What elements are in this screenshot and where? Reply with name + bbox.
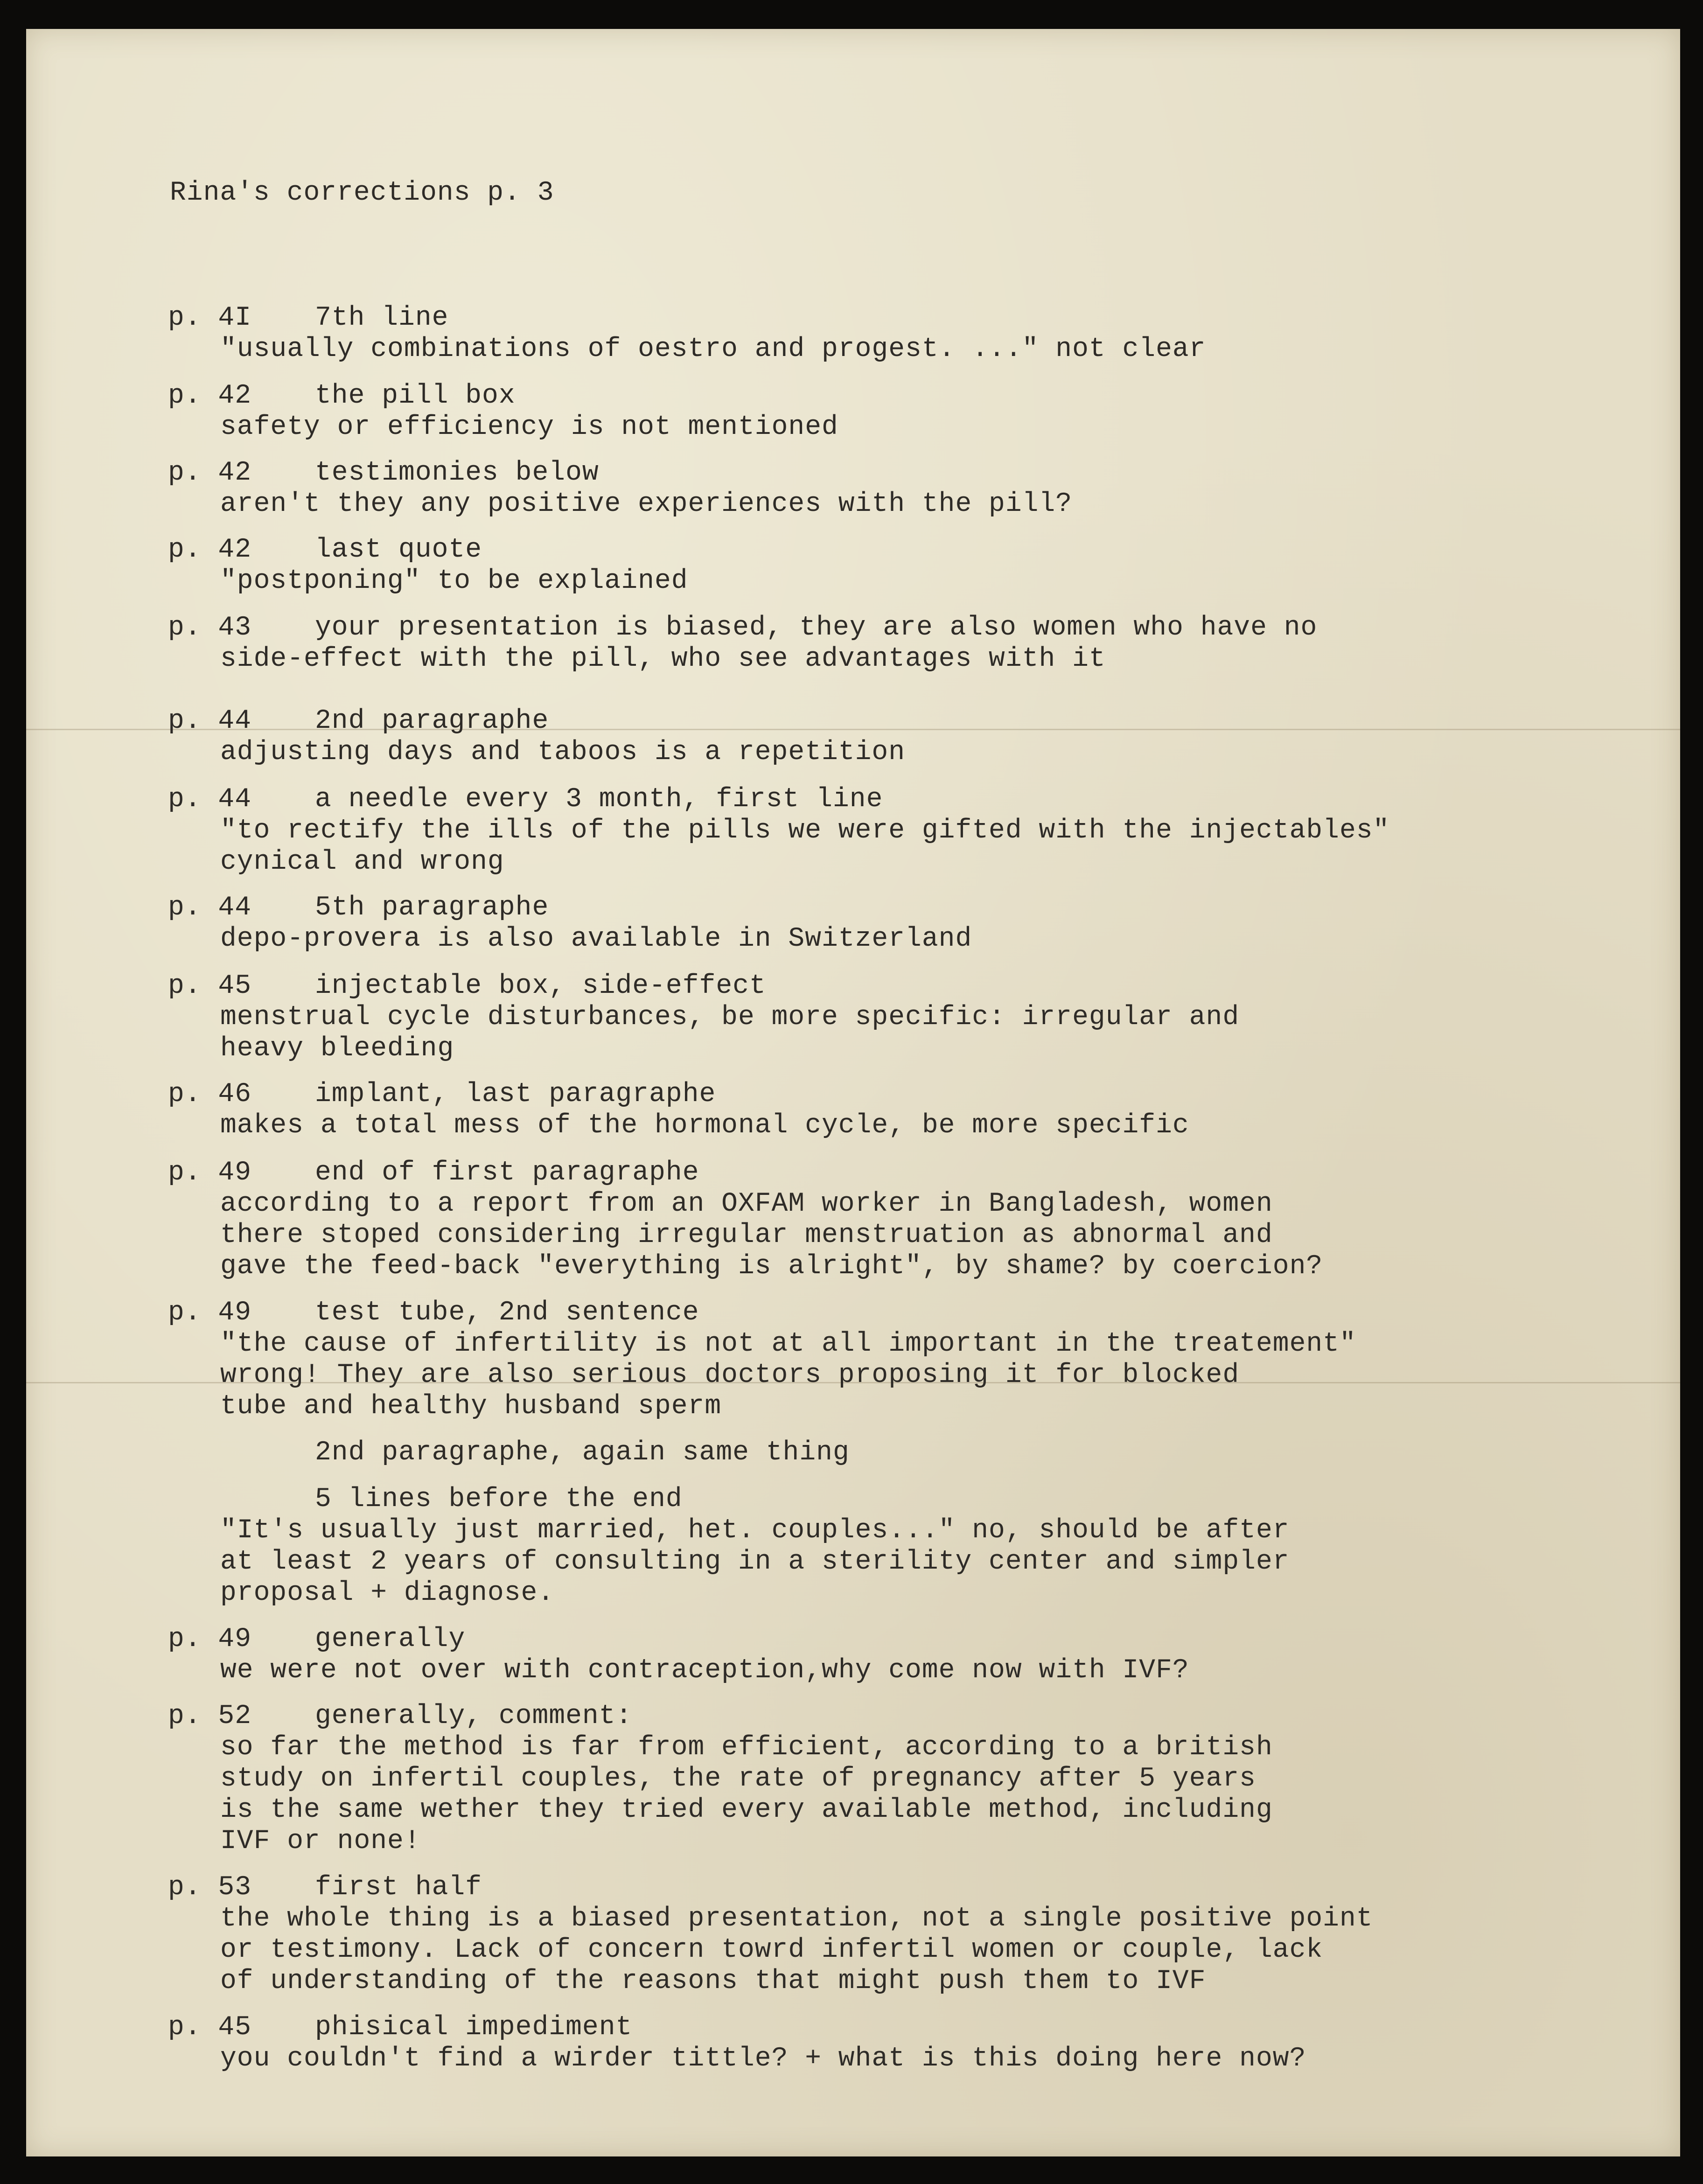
entry-topic: 2nd paragraphe, again same thing (315, 1437, 850, 1468)
entry-topic: testimonies below (315, 458, 599, 488)
entry-heading (168, 612, 1318, 643)
entry-comment-line: we were not over with contraception,why come now with IVF? (220, 1655, 1189, 1686)
entry-comment-line: study on infertil couples, the rate of pregnancy after 5 years (220, 1764, 1256, 1794)
entry-comment-line: safety or efficiency is not mentioned (220, 412, 838, 442)
entry-heading (168, 380, 838, 412)
entry-comment-line: at least 2 years of consulting in a sterility center and simpler (220, 1547, 1290, 1577)
page-reference: p. 49 (168, 1158, 252, 1188)
entry-heading (168, 1701, 1273, 1732)
entry-topic: the pill box (315, 381, 516, 411)
entry-comment-line: the whole thing is a biased presentation, not a single positive point (220, 1904, 1373, 1934)
entry-topic: 5th paragraphe (315, 893, 549, 923)
correction-entry (168, 380, 838, 443)
entry-topic: 7th line (315, 303, 449, 333)
correction-entry (168, 612, 1318, 675)
entry-topic: phisical impediment (315, 2012, 633, 2043)
entry-comment-line: "to rectify the ills of the pills we were gifted with the injectables" (220, 816, 1390, 846)
entry-comment-line: gave the feed-back "everything is alright", by shame? by coercion? (220, 1251, 1323, 1282)
entry-heading (168, 892, 972, 923)
correction-entry (168, 534, 688, 597)
entry-comment-line: "usually combinations of oestro and progest. ..." not clear (220, 334, 1206, 364)
entry-comment-line: is the same wether they tried every available method, including (220, 1795, 1273, 1825)
entry-topic: first half (315, 1872, 482, 1903)
entry-heading (168, 302, 1206, 334)
entry-topic: a needle every 3 month, first line (315, 784, 883, 815)
entry-comment-line: IVF or none! (220, 1826, 421, 1856)
entry-topic: implant, last paragraphe (315, 1079, 716, 1109)
entry-heading (168, 705, 905, 737)
entry-heading (168, 784, 1389, 815)
entry-comment-line: side-effect with the pill, who see advantages with it (220, 644, 1106, 674)
correction-entry (168, 1484, 1290, 1609)
entry-comment-line: tube and healthy husband sperm (220, 1391, 722, 1422)
entry-comment-line: according to a report from an OXFAM worker in Bangladesh, women (220, 1189, 1273, 1219)
entry-topic: last quote (315, 535, 482, 565)
entry-heading (168, 1872, 1373, 1903)
entry-heading (168, 1624, 1189, 1655)
entry-comment-line: "It's usually just married, het. couples..." no, should be after (220, 1515, 1290, 1546)
correction-entry (168, 1872, 1373, 1997)
correction-entry (168, 2012, 1306, 2074)
page-reference: p. 42 (168, 458, 252, 488)
entry-topic: 5 lines before the end (315, 1484, 683, 1514)
entry-comment-line: depo-provera is also available in Switzerland (220, 924, 972, 954)
entry-topic: 2nd paragraphe (315, 706, 549, 736)
entry-comment-line: you couldn't find a wirder tittle? + what is this doing here now? (220, 2044, 1306, 2074)
correction-entry (168, 302, 1206, 365)
page-reference: p. 45 (168, 971, 252, 1001)
entry-heading (168, 534, 688, 565)
correction-entry (168, 1624, 1189, 1686)
correction-entry (168, 705, 905, 768)
page-reference: p. 44 (168, 784, 252, 815)
entry-topic: end of first paragraphe (315, 1158, 699, 1188)
entry-heading (168, 1484, 1290, 1515)
correction-entry (168, 970, 1239, 1064)
entry-topic: your presentation is biased, they are also women who have no (315, 613, 1318, 643)
correction-entry (168, 1157, 1323, 1282)
page-reference: p. 4I (168, 303, 252, 333)
correction-entry (168, 1701, 1273, 1857)
page-reference: p. 44 (168, 706, 252, 736)
page-reference: p. 43 (168, 613, 252, 643)
page-reference: p. 44 (168, 893, 252, 923)
entry-comment-line: aren't they any positive experiences with the pill? (220, 489, 1073, 519)
entry-comment-line: "the cause of infertility is not at all important in the treatement" (220, 1329, 1356, 1359)
entry-topic: injectable box, side-effect (315, 971, 766, 1001)
entry-comment-line: wrong! They are also serious doctors proposing it for blocked (220, 1360, 1240, 1390)
entry-topic: generally, comment: (315, 1701, 633, 1731)
page-reference: p. 42 (168, 535, 252, 565)
entry-comment-line: adjusting days and taboos is a repetition (220, 737, 906, 768)
page-reference: p. 52 (168, 1701, 252, 1731)
typed-page (26, 29, 1680, 2156)
correction-entry (168, 784, 1389, 878)
entry-comment-line: heavy bleeding (220, 1033, 454, 1064)
entry-heading (168, 1079, 1189, 1110)
page-reference: p. 53 (168, 1872, 252, 1903)
entry-comment-line: "postponing" to be explained (220, 566, 688, 596)
entry-heading (168, 2012, 1306, 2043)
entry-heading (168, 457, 1072, 488)
correction-entry (168, 1079, 1189, 1141)
page-reference: p. 45 (168, 2012, 252, 2043)
entry-heading (168, 1297, 1356, 1328)
entry-comment-line: of understanding of the reasons that might push them to IVF (220, 1966, 1206, 1996)
page-title: Rina's corrections p. 3 (170, 178, 554, 208)
correction-entry (168, 457, 1072, 520)
entry-comment-line: menstrual cycle disturbances, be more specific: irregular and (220, 1002, 1240, 1033)
entry-topic: generally (315, 1624, 466, 1654)
entry-heading (168, 1157, 1323, 1188)
entry-heading (168, 970, 1239, 1002)
page-reference: p. 46 (168, 1079, 252, 1109)
entry-comment-line: there stoped considering irregular menstruation as abnormal and (220, 1220, 1273, 1250)
correction-entry (168, 1297, 1356, 1422)
correction-entry (168, 892, 972, 955)
page-reference: p. 49 (168, 1624, 252, 1654)
entry-comment-line: cynical and wrong (220, 847, 504, 877)
entry-topic: test tube, 2nd sentence (315, 1298, 699, 1328)
page-reference: p. 49 (168, 1298, 252, 1328)
entry-comment-line: so far the method is far from efficient, according to a british (220, 1732, 1273, 1763)
entry-comment-line: proposal + diagnose. (220, 1578, 555, 1608)
entry-comment-line: or testimony. Lack of concern towrd infertil women or couple, lack (220, 1935, 1323, 1965)
entry-comment-line: makes a total mess of the hormonal cycle, be more specific (220, 1110, 1189, 1141)
page-reference: p. 42 (168, 381, 252, 411)
